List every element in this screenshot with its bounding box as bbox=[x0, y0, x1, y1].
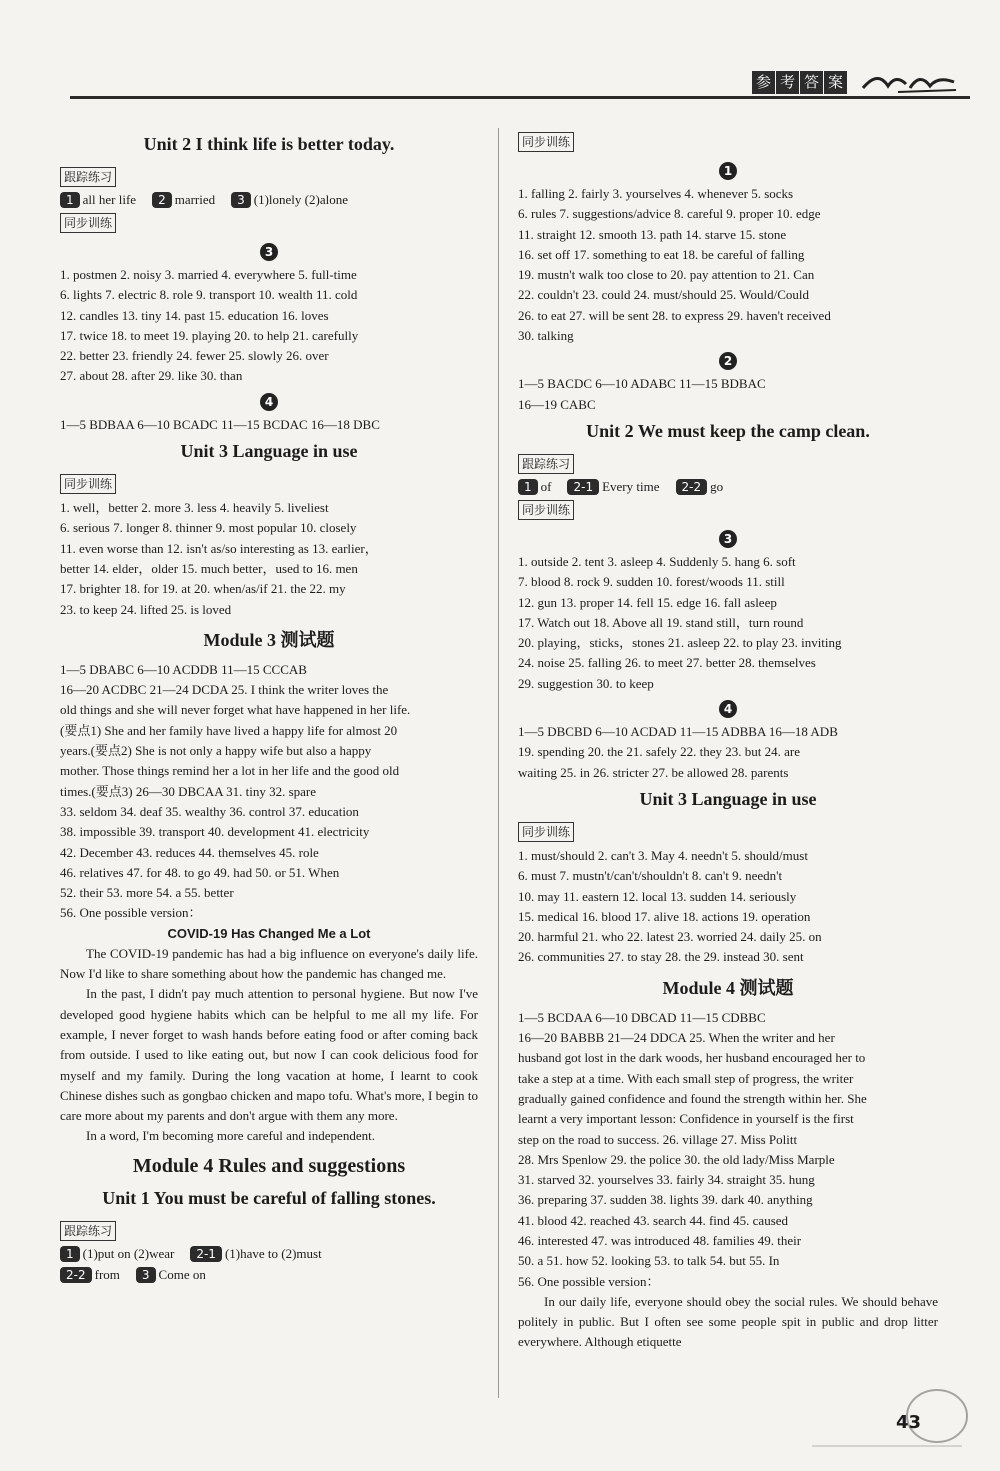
answer-line: 6. must 7. mustn't/can't/shouldn't 8. can't 9. needn't bbox=[518, 868, 783, 884]
answer-line: 1—5 BDBAA 6—10 BCADC 11—15 BCDAC 16—18 DBC bbox=[60, 416, 380, 432]
answer-line: old things and she will never forget what have happened in her life. bbox=[60, 702, 411, 718]
answer-line: 50. a 51. how 52. looking 53. to talk 54. but 55. In bbox=[518, 1253, 780, 1269]
answer-line: 38. impossible 39. transport 40. development 41. electricity bbox=[60, 824, 370, 840]
brand-logo-icon bbox=[858, 68, 958, 96]
header-tag-char: 答 bbox=[800, 71, 823, 94]
essay-title: COVID-19 Has Changed Me a Lot bbox=[167, 925, 371, 941]
answer-line: 27. about 28. after 29. like 30. than bbox=[60, 368, 243, 384]
answer-line: 17. twice 18. to meet 19. playing 20. to help 21. carefully bbox=[60, 327, 359, 343]
track-answers bbox=[60, 191, 478, 209]
unit-title: Unit 2 We must keep the camp clean. bbox=[586, 420, 870, 441]
answer-line: 36. preparing 37. sudden 38. lights 39. dark 40. anything bbox=[518, 1192, 813, 1208]
answer-line: 1—5 DBABC 6—10 ACDDB 11—15 CCCAB bbox=[60, 661, 307, 677]
question-badge: 3 bbox=[136, 1267, 156, 1283]
answer-line: 22. better 23. friendly 24. fewer 25. slowly 26. over bbox=[60, 348, 329, 364]
section-number-badge: 1 bbox=[719, 162, 737, 180]
answer-line: 10. may 11. eastern 12. local 13. sudden 14. seriously bbox=[518, 888, 797, 904]
unit-title: Unit 3 Language in use bbox=[639, 788, 817, 809]
answer-line: 31. starved 32. yourselves 33. fairly 34. straight 35. hung bbox=[518, 1172, 815, 1188]
header-tag-char: 参 bbox=[752, 71, 775, 94]
answer-line: 46. relatives 47. for 48. to go 49. had 50. or 51. When bbox=[60, 864, 340, 880]
section-tag: 同步训练 bbox=[60, 213, 116, 233]
essay-paragraph: In a word, I'm becoming more careful and independent. bbox=[86, 1128, 375, 1144]
track-answers bbox=[60, 1266, 478, 1284]
answer-line: 20. playing，sticks，stones 21. asleep 22. to play 23. inviting bbox=[518, 635, 842, 651]
question-badge: 1 bbox=[60, 1246, 80, 1262]
section-number-badge: 3 bbox=[260, 243, 278, 261]
module-title: Module 4 Rules and suggestions bbox=[132, 1154, 406, 1177]
answer-line: 15. medical 16. blood 17. alive 18. actions 19. operation bbox=[518, 908, 811, 924]
answer-text: Every time bbox=[602, 478, 660, 494]
column-divider bbox=[498, 128, 499, 1398]
question-badge: 1 bbox=[518, 479, 538, 495]
section-tag: 同步训练 bbox=[518, 822, 574, 842]
answer-line: 22. couldn't 23. could 24. must/should 25. Would/Could bbox=[518, 287, 810, 303]
answer-line: 46. interested 47. was introduced 48. families 49. their bbox=[518, 1232, 802, 1248]
unit-title: Unit 2 I think life is better today. bbox=[143, 134, 395, 154]
answer-line: 33. seldom 34. deaf 35. wealthy 36. control 37. education bbox=[60, 803, 359, 819]
track-answers bbox=[518, 478, 938, 496]
unit-title: Unit 3 Language in use bbox=[180, 441, 358, 462]
answer-line: better 14. elder，older 15. much better，used to 16. men bbox=[60, 560, 358, 576]
answer-text: (1)lonely (2)alone bbox=[253, 192, 348, 207]
unit-title: Unit 1 You must be careful of falling stones. bbox=[102, 1187, 436, 1208]
answer-line: take a step at a time. With each small step of progress, the writer bbox=[518, 1070, 854, 1086]
answer-line: mother. Those things remind her a lot in her life and the good old bbox=[60, 763, 400, 779]
answer-line: gradually gained confidence and found the strength within her. She bbox=[518, 1090, 867, 1106]
answer-line: 56. One possible version： bbox=[60, 905, 202, 921]
answer-line: 20. harmful 21. who 22. latest 23. worried 24. daily 25. on bbox=[518, 929, 822, 945]
header-tag bbox=[752, 71, 847, 94]
answer-line: 1. well，better 2. more 3. less 4. heavily 5. liveliest bbox=[60, 500, 329, 516]
section-tag: 同步训练 bbox=[518, 132, 574, 152]
answer-line: 1. falling 2. fairly 3. yourselves 4. whenever 5. socks bbox=[518, 186, 794, 201]
section-tag: 同步训练 bbox=[518, 500, 574, 520]
answer-line: 11. straight 12. smooth 13. path 14. starve 15. stone bbox=[518, 226, 787, 242]
answer-line: husband got lost in the dark woods, her husband encouraged her to bbox=[518, 1050, 866, 1066]
answer-line: 19. mustn't walk too close to 20. pay attention to 21. Can bbox=[518, 267, 815, 283]
answer-line: 28. Mrs Spenlow 29. the police 30. the old lady/Miss Marple bbox=[518, 1151, 835, 1167]
section-tag: 跟踪练习 bbox=[518, 454, 574, 474]
answer-line: years.(要点2) She is not only a happy wife but also a happy bbox=[60, 743, 372, 759]
answer-line: 6. lights 7. electric 8. role 9. transport 10. wealth 11. cold bbox=[60, 287, 358, 303]
answer-line: 24. noise 25. falling 26. to meet 27. better 28. themselves bbox=[518, 655, 816, 671]
section-tag: 跟踪练习 bbox=[60, 167, 116, 187]
answer-line: 16—19 CABC bbox=[518, 396, 596, 412]
answer-line: 16. set off 17. something to eat 18. be careful of falling bbox=[518, 246, 805, 262]
answer-line: waiting 25. in 26. stricter 27. be allowed 28. parents bbox=[518, 764, 789, 780]
question-badge: 1 bbox=[60, 192, 80, 208]
section-tag: 跟踪练习 bbox=[60, 1221, 116, 1241]
answer-line: 7. blood 8. rock 9. sudden 10. forest/woods 11. still bbox=[518, 574, 785, 590]
module-test-title: Module 4 测试题 bbox=[662, 977, 794, 998]
answer-line: 19. spending 20. the 21. safely 22. they 23. but 24. are bbox=[518, 744, 800, 760]
header-tag-char: 考 bbox=[776, 71, 799, 94]
answer-text: married bbox=[174, 192, 216, 207]
answer-line: 26. to eat 27. will be sent 28. to express 29. haven't received bbox=[518, 307, 831, 323]
section-number-badge: 2 bbox=[719, 352, 737, 370]
answer-text: go bbox=[710, 478, 724, 494]
page-number: 43 bbox=[896, 1412, 922, 1433]
answer-text: (1)have to (2)must bbox=[224, 1245, 322, 1261]
answer-line: 29. suggestion 30. to keep bbox=[518, 675, 654, 691]
answer-line: 12. gun 13. proper 14. fell 15. edge 16. fall asleep bbox=[518, 594, 777, 610]
answer-text: (1)put on (2)wear bbox=[82, 1245, 175, 1261]
answer-line: 1—5 BCDAA 6—10 DBCAD 11—15 CDBBC bbox=[518, 1009, 766, 1025]
answer-line: (要点1) She and her family have lived a happy life for almost 20 bbox=[60, 722, 398, 738]
answer-line: 16—20 BABBB 21—24 DDCA 25. When the writer and her bbox=[518, 1030, 835, 1046]
module-test-title: Module 3 测试题 bbox=[203, 629, 335, 650]
essay-paragraph: In our daily life, everyone should obey the social rules. We should behave politely in public. But I often see some people spit in public and drop litter everywhere. Although etiquette bbox=[518, 1293, 938, 1350]
answer-line: 42. December 43. reduces 44. themselves 45. role bbox=[60, 844, 319, 860]
track-answers bbox=[60, 1245, 478, 1263]
answer-text: all her life bbox=[82, 192, 137, 207]
section-number-badge: 4 bbox=[719, 700, 737, 718]
answer-line: 6. rules 7. suggestions/advice 8. careful 9. proper 10. edge bbox=[518, 206, 821, 222]
header-tag-char: 案 bbox=[824, 71, 847, 94]
question-badge: 2-1 bbox=[190, 1246, 222, 1262]
answer-line: learnt a very important lesson: Confidence in yourself is the first bbox=[518, 1111, 854, 1127]
answer-line: step on the road to success. 26. village 27. Miss Politt bbox=[518, 1131, 798, 1147]
answer-line: 26. communities 27. to stay 28. the 29. instead 30. sent bbox=[518, 949, 804, 965]
answer-text: from bbox=[94, 1266, 120, 1282]
answer-line: 17. Watch out 18. Above all 19. stand still，turn round bbox=[518, 614, 804, 630]
header-rule bbox=[70, 96, 970, 99]
watermark-stamp-icon bbox=[792, 1376, 972, 1466]
answer-line: 23. to keep 24. lifted 25. is loved bbox=[60, 601, 232, 617]
essay-paragraph: The COVID-19 pandemic has had a big influence on everyone's daily life. Now I'd like to share something about how the pandemic has changed me. bbox=[60, 945, 478, 982]
answer-line: 16—20 ACDBC 21—24 DCDA 25. I think the writer loves the bbox=[60, 682, 389, 698]
answer-line: 1—5 DBCBD 6—10 ACDAD 11—15 ADBBA 16—18 ADB bbox=[518, 724, 838, 740]
answer-text: Come on bbox=[158, 1266, 206, 1282]
answer-line: 52. their 53. more 54. a 55. better bbox=[60, 885, 234, 901]
answer-line: 1. must/should 2. can't 3. May 4. needn't 5. should/must bbox=[518, 847, 808, 863]
answer-line: times.(要点3) 26—30 DBCAA 31. tiny 32. spare bbox=[60, 783, 317, 799]
section-tag: 同步训练 bbox=[60, 474, 116, 494]
answer-line: 6. serious 7. longer 8. thinner 9. most popular 10. closely bbox=[60, 520, 357, 536]
question-badge: 2-2 bbox=[676, 479, 708, 495]
right-column bbox=[518, 128, 938, 1353]
answer-line: 11. even worse than 12. isn't as/so interesting as 13. earlier， bbox=[60, 540, 378, 556]
question-badge: 2 bbox=[152, 192, 172, 208]
question-badge: 2-1 bbox=[567, 479, 599, 495]
section-number-badge: 3 bbox=[719, 530, 737, 548]
answer-line: 1. outside 2. tent 3. asleep 4. Suddenly 5. hang 6. soft bbox=[518, 553, 796, 569]
answer-line: 1—5 BACDC 6—10 ADABC 11—15 BDBAC bbox=[518, 376, 766, 392]
answer-line: 30. talking bbox=[518, 328, 574, 344]
question-badge: 3 bbox=[231, 192, 251, 208]
essay-paragraph: In the past, I didn't pay much attention to personal hygiene. But now I've developed good hygiene habits which can be helpful to me all my life. For example, I never forget to wash hands before eating food or after coming back from outside. I used to like eating out, but now I can cook delicious food for myself and my family. During the long vacation at home, I learnt to cook Chinese dishes such as gongbao chicken and mapo tofu. What's more, I begin to care more about my parents and don't argue with them any more. bbox=[60, 986, 478, 1124]
answer-line: 12. candles 13. tiny 14. past 15. education 16. loves bbox=[60, 307, 329, 323]
answer-line: 41. blood 42. reached 43. search 44. find 45. caused bbox=[518, 1212, 789, 1228]
answer-line: 1. postmen 2. noisy 3. married 4. everywhere 5. full-time bbox=[60, 267, 357, 282]
question-badge: 2-2 bbox=[60, 1267, 92, 1283]
answer-line: 17. brighter 18. for 19. at 20. when/as/if 21. the 22. my bbox=[60, 581, 346, 597]
section-number-badge: 4 bbox=[260, 393, 278, 411]
left-column bbox=[60, 128, 478, 1284]
answer-text: of bbox=[540, 478, 552, 494]
answer-line: 56. One possible version： bbox=[518, 1273, 660, 1289]
